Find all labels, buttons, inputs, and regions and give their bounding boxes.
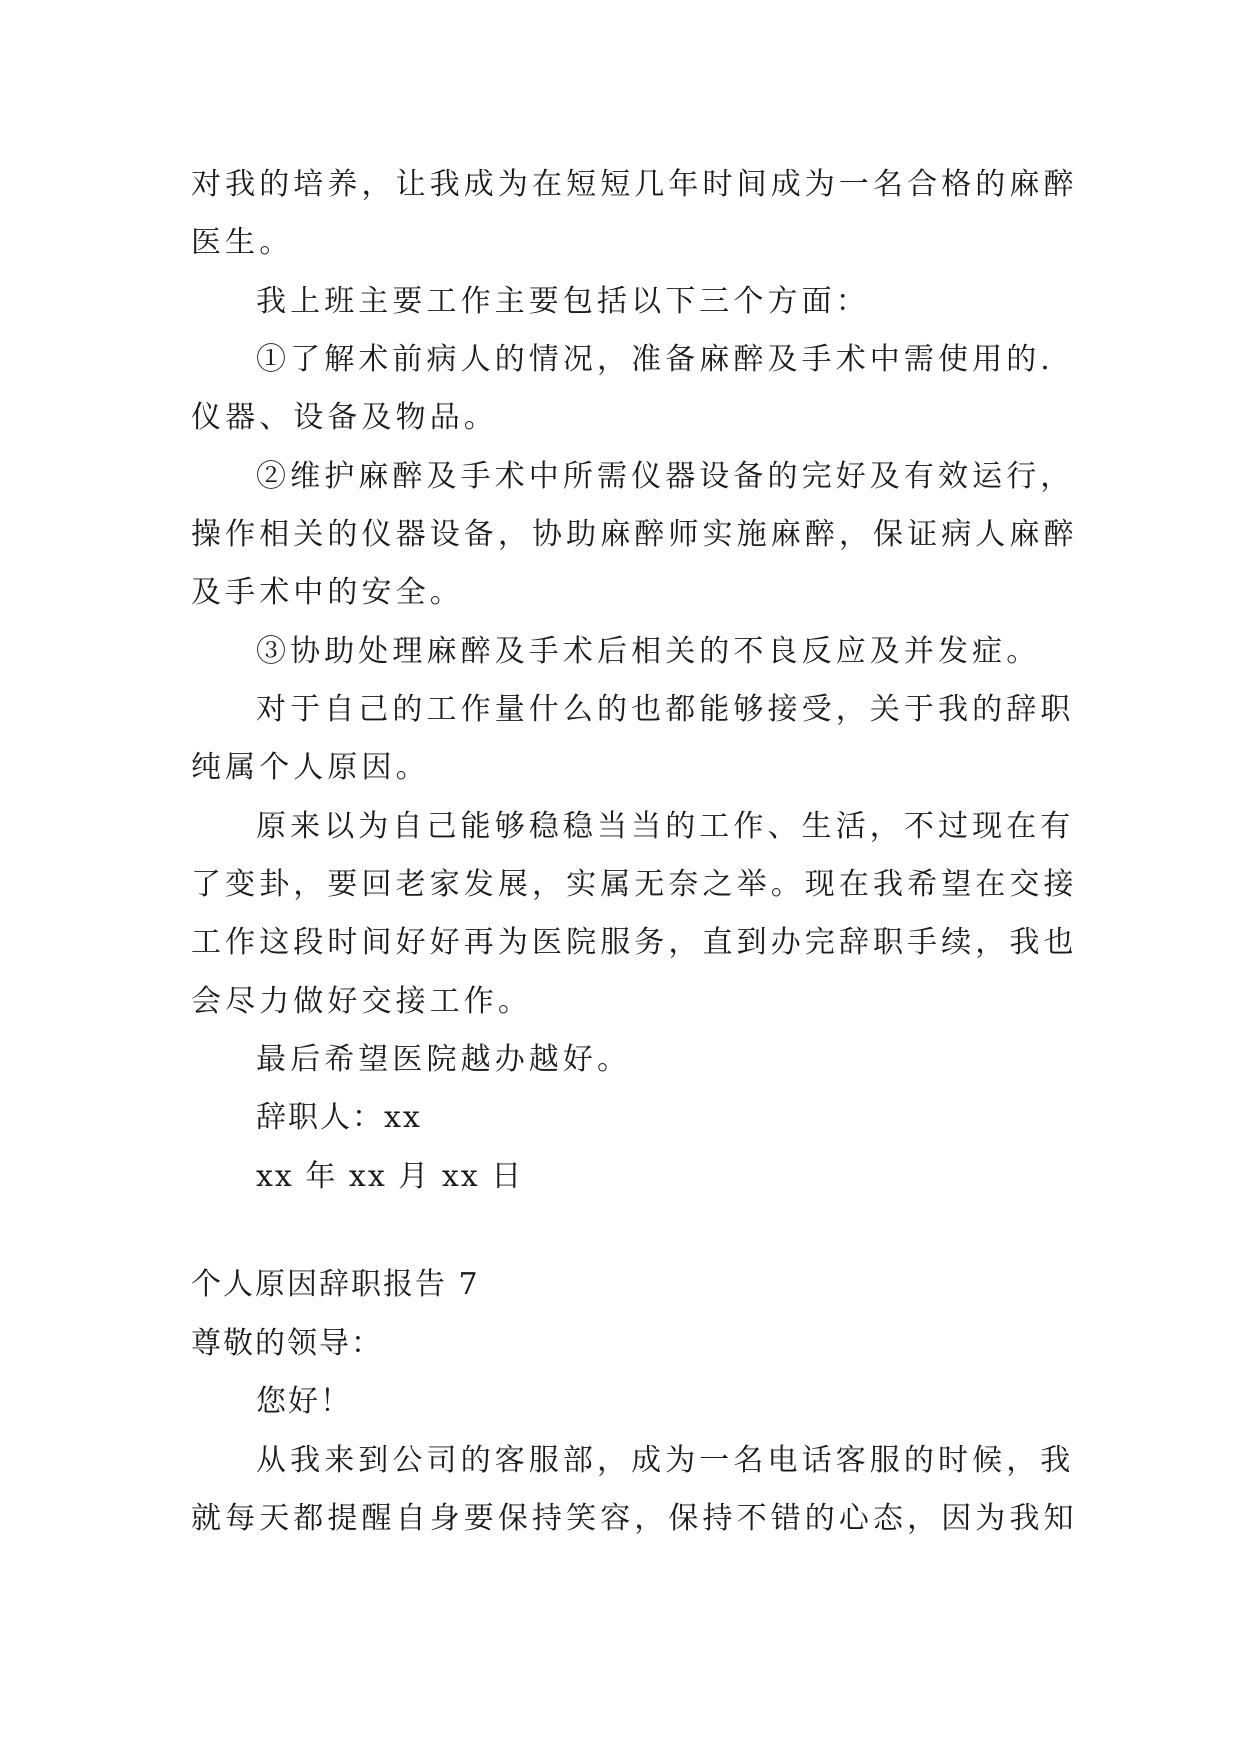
paragraph-line: 最后希望医院越办越好。: [256, 1042, 632, 1077]
signature-line: 辞职人：xx: [256, 1100, 422, 1135]
list-item-3: ③协助处理麻醉及手术后相关的不良反应及并发症。: [256, 634, 1041, 669]
paragraph-line: 工作这段时间好好再为医院服务，直到办完辞职手续，我也: [191, 925, 1078, 960]
paragraph-line: 医生。: [191, 225, 294, 260]
paragraph-line: 纯属个人原因。: [191, 750, 430, 785]
paragraph-line: 了变卦，要回老家发展，实属无奈之举。现在我希望在交接: [191, 867, 1078, 902]
date-line: xx 年 xx 月 xx 日: [256, 1159, 524, 1194]
paragraph-line: 操作相关的仪器设备，协助麻醉师实施麻醉，保证病人麻醉: [191, 517, 1078, 552]
paragraph-line: 对我的培养，让我成为在短短几年时间成为一名合格的麻醉: [191, 167, 1078, 202]
paragraph-line: 会尽力做好交接工作。: [191, 984, 532, 1019]
list-item-2: ②维护麻醉及手术中所需仪器设备的完好及有效运行，: [256, 459, 1075, 494]
paragraph-line: 就每天都提醒自身要保持笑容，保持不错的心态，因为我知: [191, 1501, 1078, 1536]
paragraph-line: 对于自己的工作量什么的也都能够接受，关于我的辞职: [256, 692, 1075, 727]
section-title: 个人原因辞职报告 7: [191, 1267, 480, 1302]
paragraph-line: 及手术中的安全。: [191, 575, 464, 610]
paragraph-line: 从我来到公司的客服部，成为一名电话客服的时候，我: [256, 1443, 1075, 1478]
paragraph-line: 我上班主要工作主要包括以下三个方面：: [256, 284, 870, 319]
paragraph-line: 仪器、设备及物品。: [191, 400, 498, 435]
salutation: 尊敬的领导：: [191, 1326, 383, 1361]
greeting: 您好！: [256, 1384, 352, 1419]
list-item-1: ①了解术前病人的情况，准备麻醉及手术中需使用的.: [256, 342, 1054, 377]
paragraph-line: 原来以为自己能够稳稳当当的工作、生活，不过现在有: [256, 809, 1075, 844]
